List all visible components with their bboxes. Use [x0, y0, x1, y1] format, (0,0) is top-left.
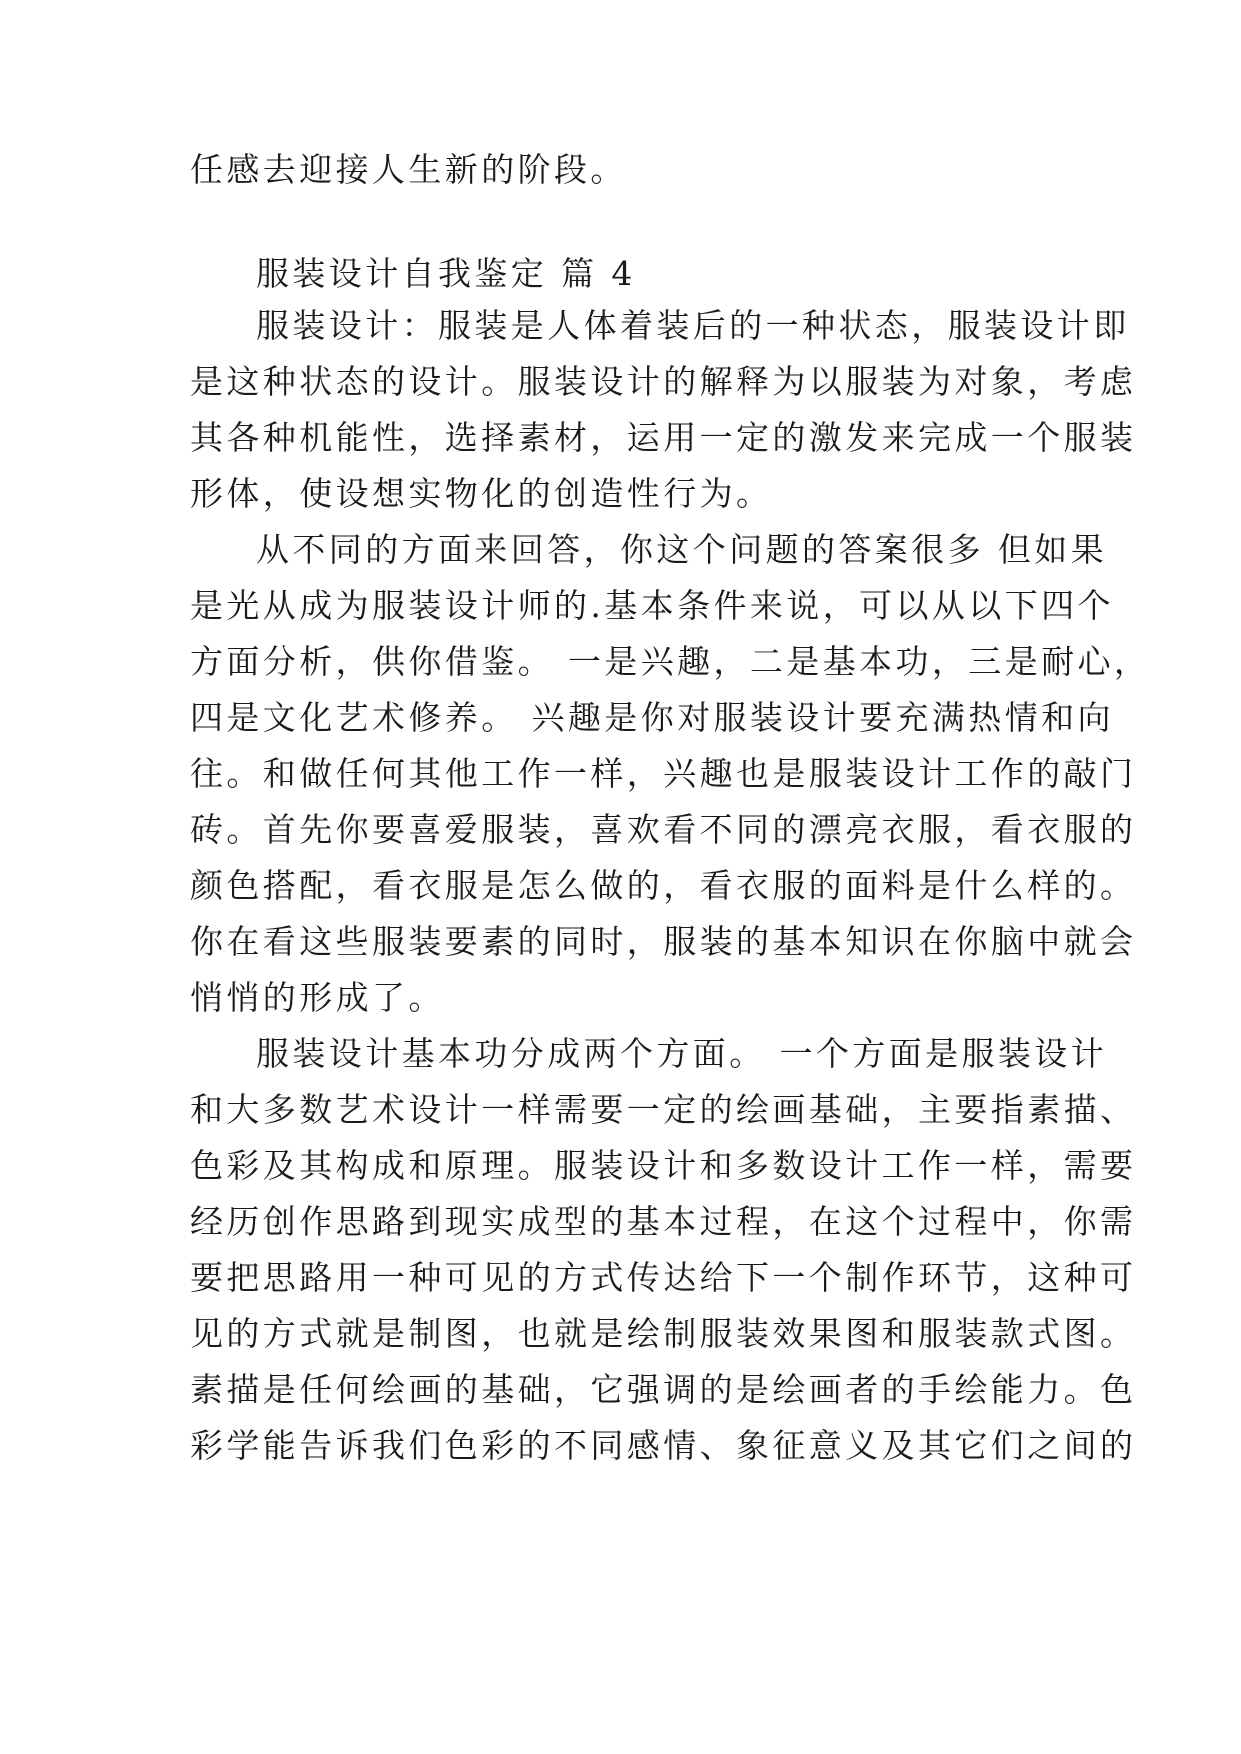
text-line: 你在看这些服装要素的同时，服装的基本知识在你脑中就会	[190, 922, 1137, 961]
text-line: 砖。首先你要喜爱服装，喜欢看不同的漂亮衣服，看衣服的	[190, 810, 1137, 849]
text-line: 素描是任何绘画的基础，它强调的是绘画者的手绘能力。色	[190, 1370, 1137, 1409]
text-line: 彩学能告诉我们色彩的不同感情、象征意义及其它们之间的	[190, 1426, 1137, 1465]
text-line: 色彩及其构成和原理。服装设计和多数设计工作一样，需要	[190, 1146, 1137, 1185]
text-line: 服装设计：服装是人体着装后的一种状态，服装设计即	[256, 306, 1130, 345]
text-line: 方面分析，供你借鉴。 一是兴趣，二是基本功，三是耐心，	[190, 642, 1151, 681]
section-heading: 服装设计自我鉴定 篇 4	[256, 254, 636, 293]
text-line: 从不同的方面来回答，你这个问题的答案很多 但如果	[256, 530, 1108, 569]
text-line: 悄悄的形成了。	[190, 978, 445, 1017]
text-line: 往。和做任何其他工作一样，兴趣也是服装设计工作的敲门	[190, 754, 1137, 793]
text-line: 和大多数艺术设计一样需要一定的绘画基础，主要指素描、	[190, 1090, 1137, 1129]
text-line: 颜色搭配，看衣服是怎么做的，看衣服的面料是什么样的。	[190, 866, 1137, 905]
text-line: 服装设计基本功分成两个方面。 一个方面是服装设计	[256, 1034, 1108, 1073]
text-line: 经历创作思路到现实成型的基本过程，在这个过程中，你需	[190, 1202, 1137, 1241]
text-line: 其各种机能性，选择素材，运用一定的激发来完成一个服装	[190, 418, 1137, 457]
text-line: 见的方式就是制图，也就是绘制服装效果图和服装款式图。	[190, 1314, 1137, 1353]
text-line: 任感去迎接人生新的阶段。	[190, 150, 627, 189]
text-line: 四是文化艺术修养。 兴趣是你对服装设计要充满热情和向	[190, 698, 1114, 737]
text-line: 要把思路用一种可见的方式传达给下一个制作环节，这种可	[190, 1258, 1137, 1297]
text-line: 是光从成为服装设计师的.基本条件来说，可以从以下四个	[190, 586, 1114, 625]
text-line: 是这种状态的设计。服装设计的解释为以服装为对象，考虑	[190, 362, 1137, 401]
text-line: 形体，使设想实物化的创造性行为。	[190, 474, 773, 513]
